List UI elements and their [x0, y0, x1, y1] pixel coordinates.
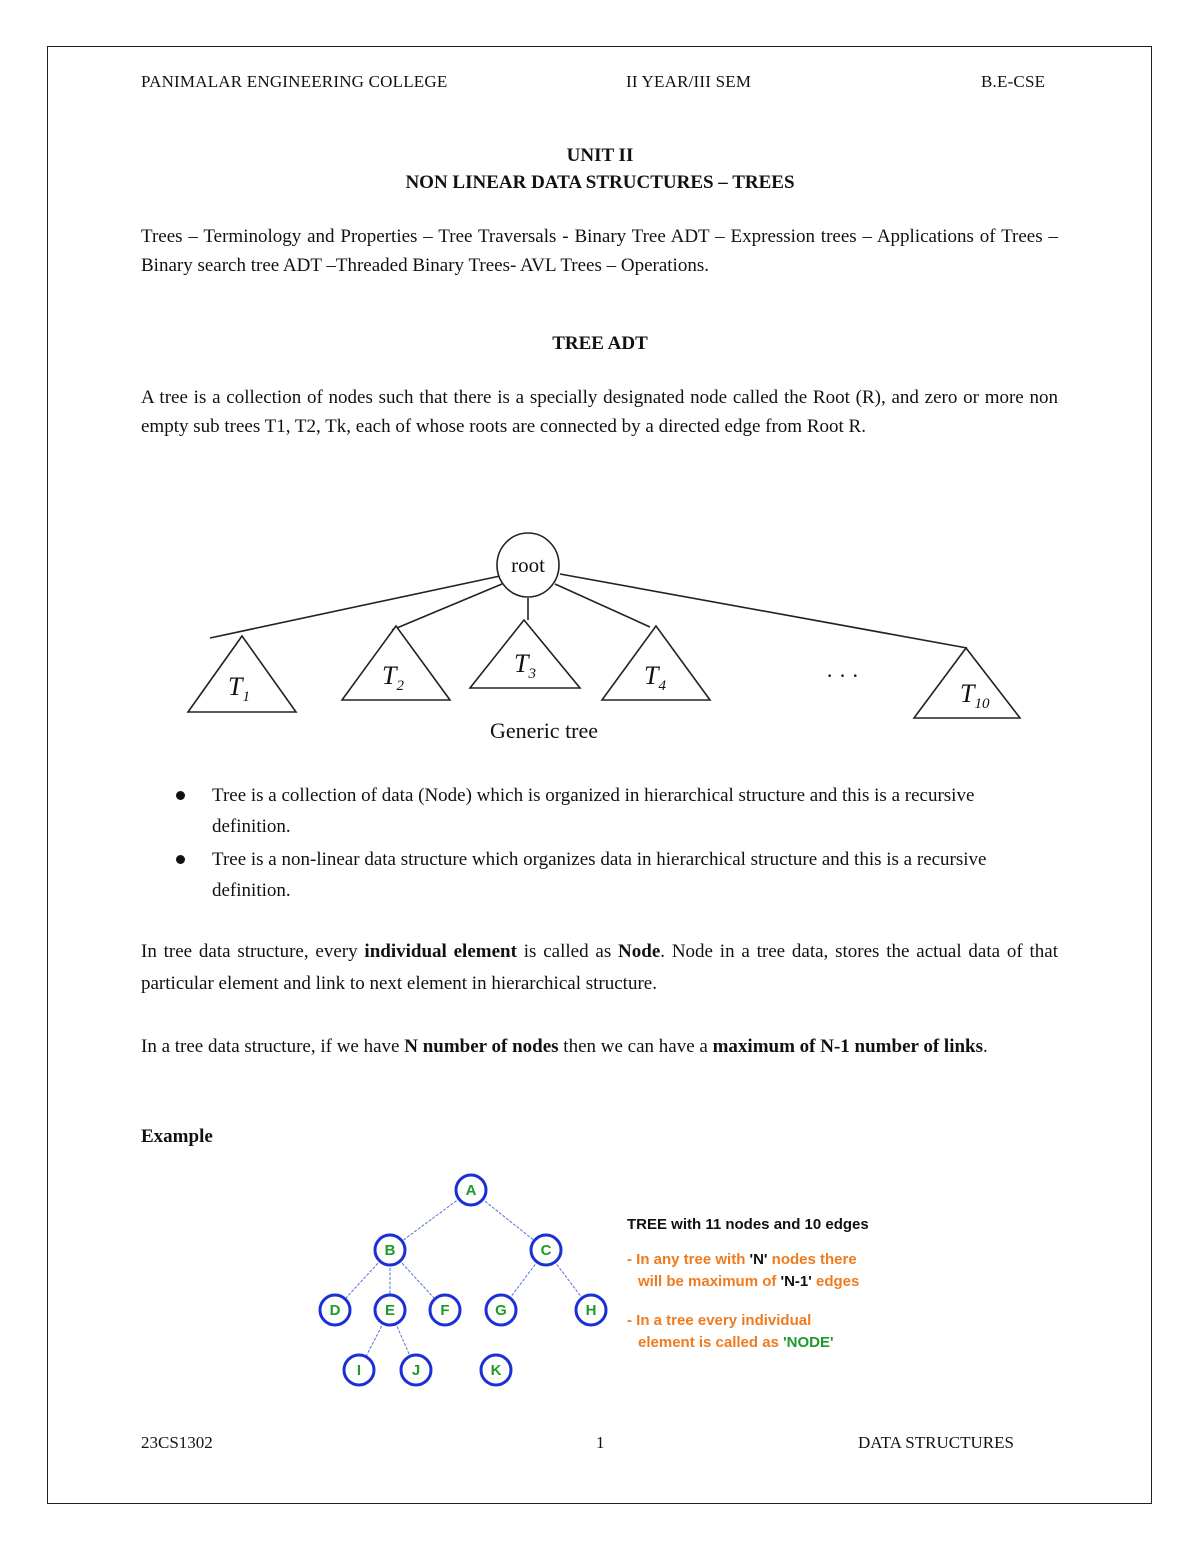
example-note-2: - In a tree every individual element is called as 'NODE' [627, 1312, 834, 1351]
t2-sub: 2 [396, 678, 404, 694]
bullet-text: Tree is a collection of data (Node) which is organized in hierarchical structure and this is a recursive definition. [212, 785, 975, 837]
unit-number: UNIT II [566, 145, 634, 166]
node-paragraph: In tree data structure, every individual element is called as Node. Node in a tree data, stores the actual data of that particular element and link to next element in hierarchical structure. [141, 941, 1059, 994]
root-label: root [511, 553, 545, 577]
node-e-label: E [384, 1302, 396, 1319]
node-i-label: I [356, 1362, 362, 1379]
node-f-label: F [440, 1302, 450, 1319]
bullet-list [170, 780, 1050, 908]
bold-individual-element: individual element [364, 941, 517, 962]
node-a-label: A [465, 1182, 477, 1199]
example-note-1: - In any tree with 'N' nodes there will be maximum of 'N-1' edges [627, 1251, 860, 1290]
footer-subject: DATA STRUCTURES [858, 1433, 1014, 1452]
bold-node: Node [618, 941, 661, 962]
ellipsis: · · · [826, 663, 859, 688]
section-title: TREE ADT [552, 333, 648, 354]
node-k-label: K [490, 1362, 502, 1379]
footer-course-code: 23CS1302 [141, 1433, 213, 1452]
example-note-title: TREE with 11 nodes and 10 edges [627, 1216, 869, 1233]
bullet-dot [176, 855, 185, 864]
t10-sub: 10 [974, 696, 990, 712]
generic-tree-caption: Generic tree [489, 718, 599, 743]
t2-label: T [382, 661, 397, 690]
t3-sub: 3 [528, 666, 536, 682]
footer-page-number: 1 [596, 1433, 605, 1452]
node-j-label: J [411, 1362, 421, 1379]
t1-label: T [228, 672, 243, 701]
bold-max-links: maximum of N-1 number of links [712, 1036, 984, 1057]
t4-label: T [644, 661, 659, 690]
node-g-label: G [495, 1302, 507, 1319]
header-year-sem: II YEAR/III SEM [626, 72, 752, 91]
bullet-item [170, 780, 1050, 842]
edge-root-t2 [392, 584, 502, 630]
generic-tree-diagram [170, 520, 1050, 750]
bullet-dot [176, 791, 185, 800]
syllabus-paragraph: Trees – Terminology and Properties – Tree Traversals - Binary Tree ADT – Expression trees – Applications of Trees – Binary search tree ADT –Threaded Binary Trees- AVL Trees – Operations. [141, 226, 1058, 276]
definition-paragraph: A tree is a collection of nodes such that there is a specially designated node called the Root (R), and zero or more non empty sub trees T1, T2, Tk, each of whose roots are connected by a directed edge from Root R. [141, 387, 1058, 437]
edge-root-t4 [555, 584, 650, 627]
bullet-item [170, 844, 1050, 906]
header-course: B.E-CSE [981, 72, 1046, 91]
t4-sub: 4 [658, 678, 666, 694]
node-d-label: D [329, 1302, 341, 1319]
t1-sub: 1 [242, 689, 250, 705]
header-college: PANIMALAR ENGINEERING COLLEGE [141, 72, 448, 91]
edge-root-t10 [560, 574, 967, 648]
example-heading: Example [141, 1126, 213, 1147]
example-tree-diagram [300, 1165, 620, 1395]
node-h-label: H [585, 1302, 597, 1319]
unit-title: NON LINEAR DATA STRUCTURES – TREES [405, 172, 795, 193]
edge-root-t1 [210, 576, 500, 638]
t3-label: T [514, 649, 529, 678]
bold-n-nodes: N number of nodes [404, 1036, 559, 1057]
node-b-label: B [384, 1242, 396, 1259]
bullet-text: Tree is a non-linear data structure which organizes data in hierarchical structure and this is a recursive definition. [212, 849, 987, 901]
links-paragraph: In a tree data structure, if we have N number of nodes then we can have a maximum of N-1 number of links. [141, 1036, 988, 1057]
t10-label: T [960, 679, 975, 708]
node-c-label: C [540, 1242, 552, 1259]
